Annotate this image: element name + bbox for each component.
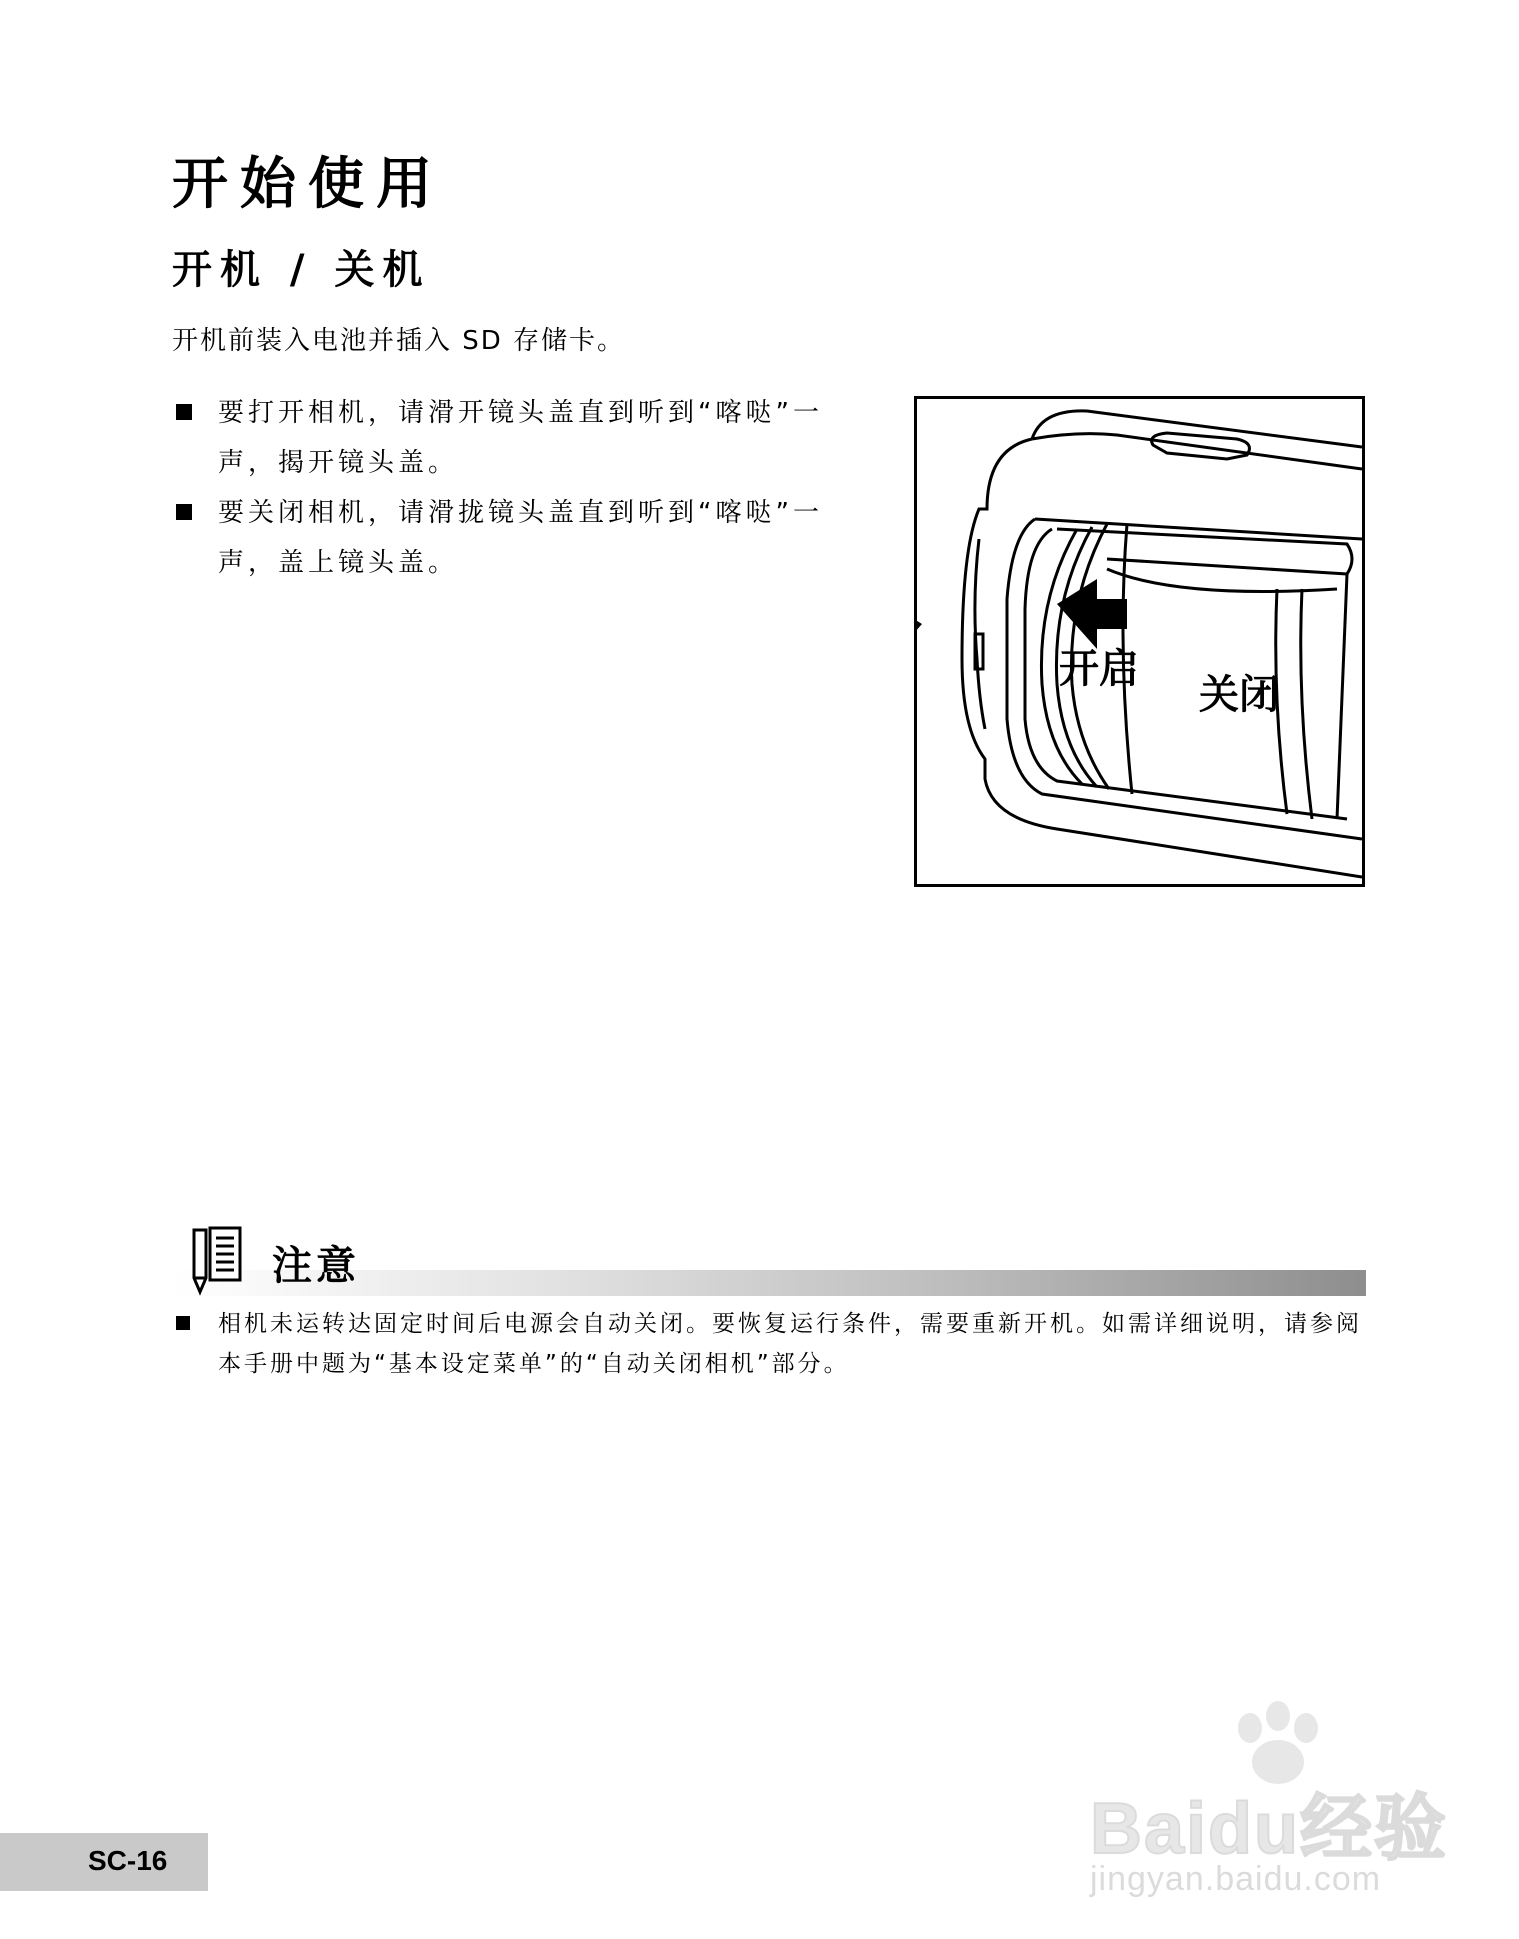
open-label: 开启 [1059,646,1139,692]
page-number-box [0,1833,208,1891]
arrow-right-icon [917,599,922,669]
note-body: 相机未运转达固定时间后电源会自动关闭。要恢复运行条件，需要重新开机。如需详细说明，请参阅本手册中题为“基本设定菜单”的“自动关闭相机”部分。 [218,1311,1362,1377]
list-item [172,488,872,588]
note-header [172,1220,1366,1296]
note-list [172,1304,1372,1384]
camera-illustration [914,396,1365,887]
watermark-url: jingyan.baidu.com [1090,1860,1382,1898]
page-number: SC-16 [88,1845,168,1876]
watermark [1070,1700,1490,1900]
close-label: 关闭 [1199,672,1279,718]
list-item [172,388,872,488]
list-item [172,1304,1372,1384]
camera-drawing [917,399,1362,884]
page-title: 开始使用 [172,152,444,217]
steps-list [172,388,872,588]
square-bullet-icon [176,504,192,520]
step-text: 要打开相机，请滑开镜头盖直到听到“喀哒”一声，揭开镜头盖。 [218,398,823,478]
watermark-brand: Baidu经验 [1090,1789,1449,1869]
note-icon [186,1220,246,1296]
section-title: 开机 / 关机 [172,247,431,293]
note-title: 注意 [272,1243,360,1289]
square-bullet-icon [176,404,192,420]
square-bullet-icon [176,1316,190,1330]
intro-text: 开机前装入电池并插入 SD 存储卡。 [172,326,626,356]
step-text: 要关闭相机，请滑拢镜头盖直到听到“喀哒”一声，盖上镜头盖。 [218,498,823,578]
